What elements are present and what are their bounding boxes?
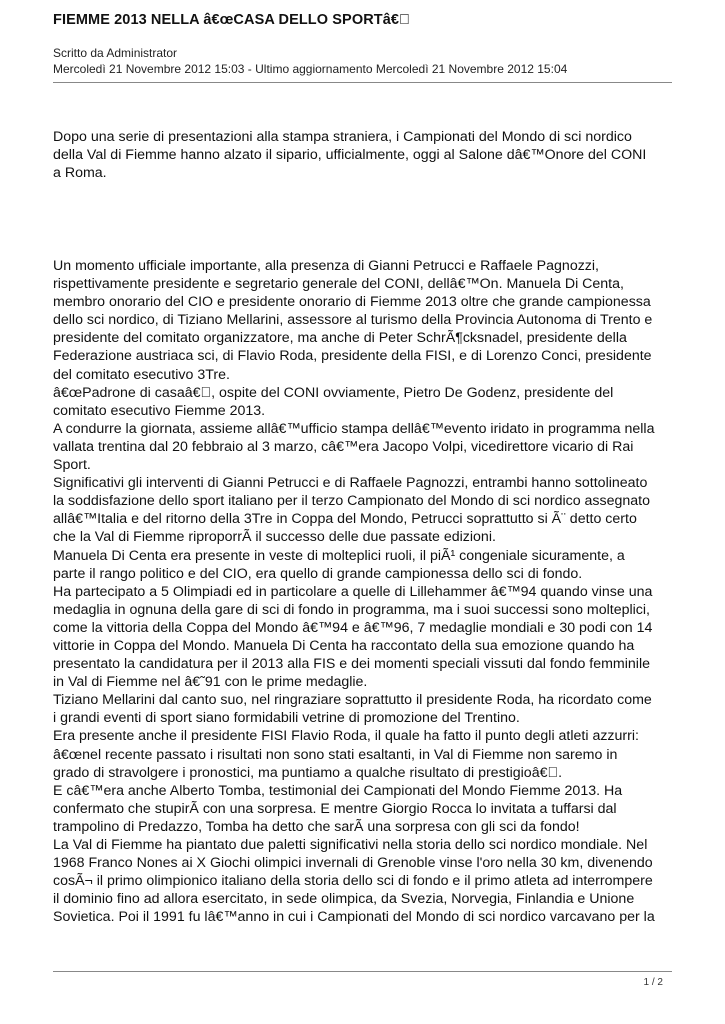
text-line: dello sci nordico, di Tiziano Mellarini, assessore al turismo della Provincia Autonoma di Trento e <box>53 312 653 329</box>
footer-divider <box>53 971 672 972</box>
text-line: La Val di Fiemme ha piantato due paletti significativi nella storia dello sci nordico mondiale. Nel <box>53 837 648 853</box>
text-line: che la Val di Fiemme riproporrÃ il successo delle due passate edizioni. <box>53 529 496 546</box>
intro-paragraph <box>53 128 678 182</box>
text-line: il dominio fino ad allora esercitato, in sede olimpica, da Svezia, Norvegia, Finlandia e Unione <box>53 891 635 908</box>
text-line: medaglia in ognuna della gare di sci di fondo in programma, ma i suoi successi sono molteplici, <box>53 601 650 618</box>
text-line: la soddisfazione dello sport italiano per il terzo Campionato del Mondo di sci nordico assegnato <box>53 493 651 510</box>
text-line: grado di stravolgere i pronostici, ma puntiamo a qualche risultato di prestigioâ€ . <box>53 764 563 781</box>
text-line: trampolino di Predazzo, Tomba ha detto che sarÃ una sorpresa con gli sci da fondo! <box>53 818 580 835</box>
text-line: vallata trentina dal 20 febbraio al 3 marzo, câ€™era Jacopo Volpi, vicedirettore vicario di Rai <box>53 438 634 455</box>
date-line: Mercoledì 21 Novembre 2012 15:03 - Ultimo aggiornamento Mercoledì 21 Novembre 2012 15:04 <box>53 62 568 76</box>
text-line: in Val di Fiemme nel â€˜91 con le prime medaglie. <box>53 674 368 691</box>
page-number: 1 / 2 <box>643 977 663 988</box>
text-line: Significativi gli interventi di Gianni Petrucci e di Raffaele Pagnozzi, entrambi hanno sottolineato <box>53 475 648 492</box>
text-line: A condurre la giornata, assieme allâ€™ufficio stampa dellâ€™evento iridato in programma nella <box>53 420 655 437</box>
text-line: Federazione austriaca sci, di Flavio Roda, presidente della FISI, e di Lorenzo Conci, presidente <box>53 348 652 365</box>
text-line: â€œnel recente passato i risultati non sono stati esaltanti, in Val di Fiemme non saremo in <box>53 746 618 763</box>
text-line: come la vittoria della Coppa del Mondo â€™94 e â€™96, 7 medaglie mondiali e 30 podi con 14 <box>53 619 653 636</box>
text-line: membro onorario del CIO e presidente onorario di Fiemme 2013 oltre che grande campionessa <box>53 294 651 311</box>
text-line: 1968 Franco Nones ai X Giochi olimpici invernali di Grenoble vinse l'oro nella 30 km, divenendo <box>53 855 653 872</box>
text-line: rispettivamente presidente e segretario generale del CONI, dellâ€™On. Manuela Di Centa, <box>53 276 624 293</box>
text-line: Sport. <box>53 457 91 474</box>
text-line: presentato la candidatura per il 2013 alla FIS e dei momenti speciali vissuti dal fondo femminile <box>53 656 650 673</box>
text-line: i grandi eventi di sport siano formidabili vetrine di promozione del Trentino. <box>53 710 520 727</box>
header-divider <box>53 82 672 83</box>
text-line: parte il rango politico e del CIO, era quello di grande campionessa dello sci di fondo. <box>53 565 583 582</box>
text-line: comitato esecutivo Fiemme 2013. <box>53 402 266 419</box>
main-text <box>53 257 678 926</box>
text-line: presidente del comitato organizzatore, ma anche di Peter SchrÃ¶cksnadel, presidente della <box>53 330 627 347</box>
text-line: Ha partecipato a 5 Olimpiadi ed in particolare a quelle di Lillehammer â€™94 quando vinse una <box>53 583 653 600</box>
text-line: vittorie in Coppa del Mondo. Manuela Di Centa ha raccontato della sua emozione quando ha <box>53 637 635 654</box>
text-line: allâ€™Italia e del ritorno della 3Tre in Coppa del Mondo, Petrucci soprattutto si Ã¨ detto certo <box>53 511 637 528</box>
text-line: a Roma. <box>53 165 107 182</box>
text-line: Manuela Di Centa era presente in veste di molteplici ruoli, il piÃ¹ congeniale sicuramente, a <box>53 547 625 564</box>
text-line: E câ€™era anche Alberto Tomba, testimonial dei Campionati del Mondo Fiemme 2013. Ha <box>53 782 623 799</box>
document-page <box>53 0 673 1024</box>
article-meta <box>53 45 567 77</box>
text-line: confermato che stupirÃ con una sorpresa. E mentre Giorgio Rocca lo invitata a tuffarsi dal <box>53 800 617 817</box>
text-line: Sovietica. Poi il 1991 fu lâ€™anno in cui i Campionati del Mondo di sci nordico varcavano per la <box>53 909 655 926</box>
text-line: cosÃ¬ il primo olimpionico italiano della storia dello sci di fondo e il primo atleta ad interrompere <box>53 873 653 890</box>
text-line: â€œPadrone di casaâ€ , ospite del CONI ovviamente, Pietro De Godenz, presidente del <box>53 384 614 401</box>
text-line: della Val di Fiemme hanno alzato il sipario, ufficialmente, oggi al Salone dâ€™Onore del CONI <box>53 147 647 164</box>
article-title: FIEMME 2013 NELLA â€œCASA DELLO SPORTâ€  <box>53 12 411 28</box>
text-line: Era presente anche il presidente FISI Flavio Roda, il quale ha fatto il punto degli atleti azzurri: <box>53 728 639 745</box>
text-line: del comitato esecutivo 3Tre. <box>53 366 230 383</box>
text-line: Un momento ufficiale importante, alla presenza di Gianni Petrucci e Raffaele Pagnozzi, <box>53 258 599 274</box>
author-line: Scritto da Administrator <box>53 46 178 60</box>
text-line: Tiziano Mellarini dal canto suo, nel ringraziare soprattutto il presidente Roda, ha ricordato come <box>53 692 652 709</box>
text-line: Dopo una serie di presentazioni alla stampa straniera, i Campionati del Mondo di sci nordico <box>53 129 632 145</box>
